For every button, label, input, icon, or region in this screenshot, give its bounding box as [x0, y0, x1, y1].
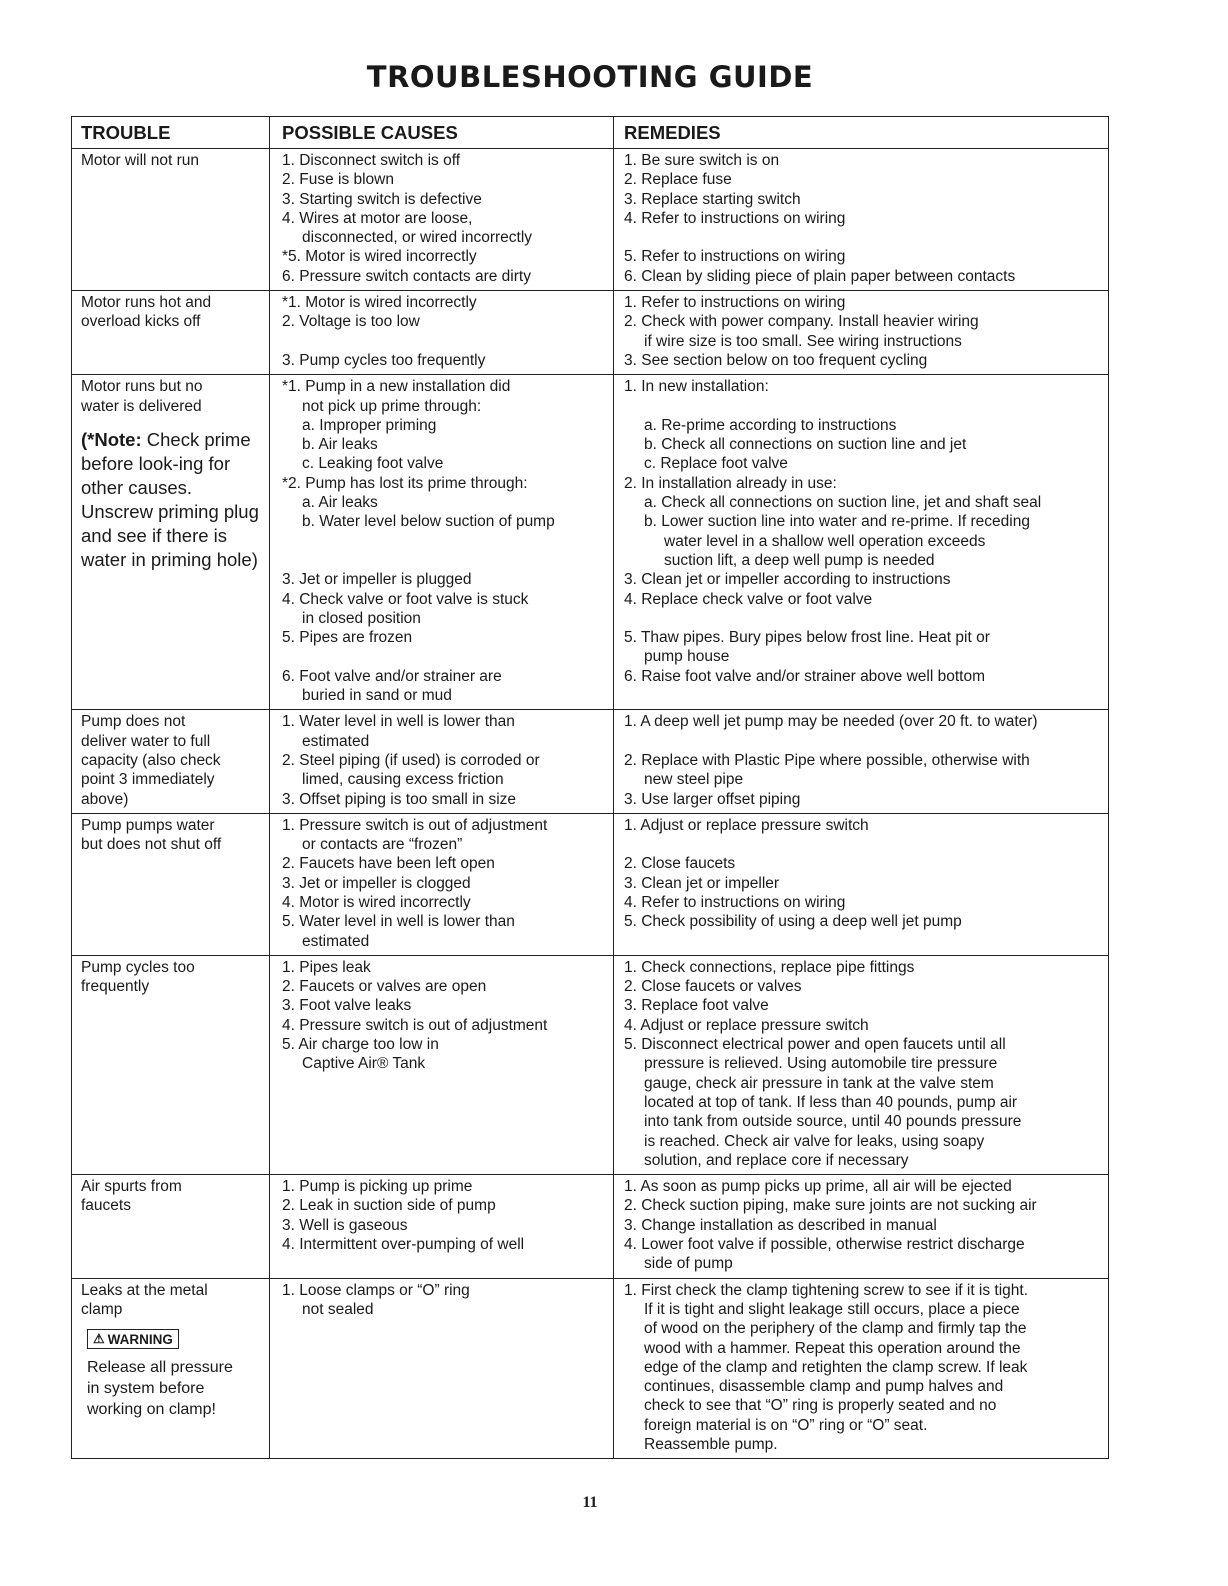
table-row [72, 291, 1108, 375]
remedy-line: 2. Close faucets or valves [624, 978, 802, 996]
remedy-cell [614, 291, 1108, 374]
remedy-line: 1. Refer to instructions on wiring [624, 294, 846, 312]
table-row [72, 956, 1108, 1175]
cause-line: a. Air leaks [302, 494, 378, 512]
remedy-line: 2. Replace fuse [624, 171, 732, 189]
cause-line: *5. Motor is wired incorrectly [282, 248, 477, 266]
cause-line: 6. Pressure switch contacts are dirty [282, 267, 531, 285]
warning-badge [87, 1329, 179, 1349]
trouble-cell [72, 710, 270, 812]
cause-cell [270, 814, 614, 955]
remedy-line: water level in a shallow well operation exceeds [664, 532, 986, 550]
remedy-line: solution, and replace core if necessary [644, 1151, 909, 1169]
remedy-cell [614, 956, 1108, 1174]
warning-text: in system before [87, 1380, 205, 1398]
trouble-text: deliver water to full [81, 732, 211, 750]
remedy-line: 1. Adjust or replace pressure switch [624, 816, 869, 834]
warning-label: WARNING [107, 1331, 173, 1347]
remedy-line: 2. Check with power company. Install heavier wiring [624, 313, 979, 331]
remedy-line: pressure is relieved. Using automobile tire pressure [644, 1055, 998, 1073]
cause-line: disconnected, or wired incorrectly [302, 229, 533, 247]
remedy-line: foreign material is on “O” ring or “O” seat. [644, 1416, 928, 1434]
remedy-line: 5. Disconnect electrical power and open faucets until all [624, 1036, 1006, 1054]
remedy-cell [614, 375, 1108, 709]
header-possible-causes: POSSIBLE CAUSES [270, 117, 614, 148]
cause-line: 6. Foot valve and/or strainer are [282, 667, 502, 685]
remedy-line: 1. Be sure switch is on [624, 152, 780, 169]
trouble-cell [72, 956, 270, 1174]
remedy-line: gauge, check air pressure in tank at the valve stem [644, 1074, 994, 1092]
remedy-line: 6. Clean by sliding piece of plain paper between contacts [624, 267, 1016, 285]
remedy-line: 1. In new installation: [624, 378, 769, 396]
cause-line: *2. Pump has lost its prime through: [282, 474, 528, 492]
remedy-line: 2. In installation already in use: [624, 474, 837, 492]
trouble-text: but does not shut off [81, 836, 222, 854]
cause-cell [270, 291, 614, 374]
table-row [72, 149, 1108, 291]
trouble-text: point 3 immediately [81, 771, 215, 789]
remedy-line [624, 835, 1104, 854]
cause-cell [270, 149, 614, 290]
cause-line: 1. Pipes leak [282, 958, 371, 976]
table-body [72, 149, 1108, 1458]
warning-text: Release all pressure [87, 1359, 233, 1377]
cause-cell [270, 710, 614, 812]
cause-line: 4. Motor is wired incorrectly [282, 893, 471, 911]
cause-line: 2. Fuse is blown [282, 171, 394, 189]
page-title: TROUBLESHOOTING GUIDE [366, 60, 814, 94]
remedy-cell [614, 149, 1108, 290]
cause-line: 1. Pressure switch is out of adjustment [282, 816, 548, 834]
table-row [72, 1279, 1108, 1459]
table-row [72, 710, 1108, 813]
cause-line: c. Leaking foot valve [302, 455, 444, 473]
note-label: (*Note: [81, 428, 142, 450]
remedy-line: edge of the clamp and retighten the clamp screw. If leak [644, 1358, 1028, 1376]
remedy-line [624, 397, 1104, 416]
remedy-line [624, 609, 1104, 628]
remedy-line: of wood on the periphery of the clamp and firmly tap the [644, 1320, 1027, 1338]
remedy-line: 3. Replace starting switch [624, 190, 801, 208]
trouble-text: Motor runs hot and [81, 294, 212, 312]
warning-text: working on clamp! [87, 1401, 216, 1419]
remedy-line: If it is tight and slight leakage still occurs, place a piece [644, 1300, 1020, 1318]
remedy-cell [614, 814, 1108, 955]
cause-line: *1. Pump in a new installation did [282, 378, 511, 396]
cause-line: b. Air leaks [302, 436, 378, 454]
cause-line: not sealed [302, 1300, 374, 1318]
remedy-line: b. Lower suction line into water and re-prime. If receding [644, 513, 1030, 531]
remedy-cell [614, 1279, 1108, 1459]
cause-line: in closed position [302, 609, 421, 627]
remedy-line: check to see that “O” ring is properly seated and no [644, 1397, 997, 1415]
remedy-line: b. Check all connections on suction line and jet [644, 436, 967, 454]
remedy-line: pump house [644, 648, 730, 666]
trouble-text: capacity (also check [81, 751, 221, 769]
header-trouble: TROUBLE [72, 117, 270, 148]
table-header [72, 117, 1108, 149]
remedy-cell [614, 1175, 1108, 1277]
cause-line: not pick up prime through: [302, 397, 482, 415]
cause-line: 1. Loose clamps or “O” ring [282, 1281, 470, 1299]
remedy-line: 1. Check connections, replace pipe fittings [624, 958, 915, 976]
remedy-line: new steel pipe [644, 771, 744, 789]
cause-line: 4. Intermittent over-pumping of well [282, 1236, 525, 1254]
cause-line: buried in sand or mud [302, 687, 452, 705]
trouble-cell [72, 375, 270, 709]
cause-line: a. Improper priming [302, 416, 437, 434]
cause-line: 4. Pressure switch is out of adjustment [282, 1016, 548, 1034]
table-row [72, 375, 1108, 710]
remedy-line: if wire size is too small. See wiring instructions [644, 332, 962, 350]
cause-line: 2. Faucets or valves are open [282, 978, 487, 996]
cause-line: b. Water level below suction of pump [302, 513, 555, 531]
remedy-line: 1. As soon as pump picks up prime, all air will be ejected [624, 1178, 1012, 1196]
remedy-line: 5. Check possibility of using a deep well jet pump [624, 913, 962, 931]
remedy-line: located at top of tank. If less than 40 pounds, pump air [644, 1093, 1018, 1111]
remedy-line: 2. Replace with Plastic Pipe where possible, otherwise with [624, 751, 1030, 769]
cause-line: 3. Starting switch is defective [282, 190, 482, 208]
cause-line [282, 532, 609, 551]
remedy-line: 3. Use larger offset piping [624, 790, 801, 808]
remedy-line: side of pump [644, 1255, 733, 1273]
cause-line: 2. Voltage is too low [282, 313, 420, 331]
remedy-line: 1. First check the clamp tightening screw to see if it is tight. [624, 1281, 1029, 1299]
remedy-line: is reached. Check air valve for leaks, using soapy [644, 1132, 985, 1150]
cause-line: 1. Disconnect switch is off [282, 152, 461, 169]
remedy-line: 3. See section below on too frequent cycling [624, 351, 928, 369]
remedy-line: 3. Clean jet or impeller according to instructions [624, 571, 951, 589]
cause-line: 5. Air charge too low in [282, 1036, 439, 1054]
note-text: Check prime before look-ing for other causes. Unscrew priming plug and see if there is water in priming hole) [81, 428, 259, 570]
trouble-text: Pump cycles too [81, 958, 195, 976]
trouble-text: above) [81, 790, 129, 808]
cause-line [282, 332, 609, 351]
remedy-line [624, 228, 1104, 247]
cause-line: 3. Jet or impeller is plugged [282, 571, 472, 589]
remedy-line: Reassemble pump. [644, 1436, 778, 1453]
cause-line: 4. Wires at motor are loose, [282, 209, 473, 227]
remedy-line: 4. Adjust or replace pressure switch [624, 1016, 869, 1034]
remedy-line: c. Replace foot valve [644, 455, 788, 473]
cause-line: 3. Pump cycles too frequently [282, 351, 486, 369]
remedy-line: into tank from outside source, until 40 pounds pressure [644, 1113, 1022, 1131]
cause-line: 1. Water level in well is lower than [282, 713, 515, 731]
remedy-line: 1. A deep well jet pump may be needed (over 20 ft. to water) [624, 713, 1038, 731]
remedy-line: a. Re-prime according to instructions [644, 416, 897, 434]
remedy-line: 4. Replace check valve or foot valve [624, 590, 873, 608]
cause-line: or contacts are “frozen” [302, 836, 463, 854]
remedy-line: 6. Raise foot valve and/or strainer above well bottom [624, 667, 985, 685]
trouble-cell [72, 291, 270, 374]
trouble-cell [72, 149, 270, 290]
trouble-cell [72, 1175, 270, 1277]
cause-cell [270, 1175, 614, 1277]
trouble-text: Air spurts from [81, 1178, 182, 1196]
cause-line: 2. Faucets have been left open [282, 855, 495, 873]
remedy-line: 2. Check suction piping, make sure joints are not sucking air [624, 1197, 1037, 1215]
cause-line: Captive Air® Tank [302, 1055, 426, 1073]
cause-cell [270, 1279, 614, 1459]
warning-triangle-icon: ⚠ [93, 1331, 105, 1347]
trouble-text: Pump does not [81, 713, 186, 731]
page-number: 11 [582, 1494, 598, 1511]
cause-line [282, 647, 609, 666]
trouble-text: frequently [81, 978, 150, 996]
prime-note [81, 428, 265, 572]
cause-line: 1. Pump is picking up prime [282, 1178, 473, 1196]
remedy-cell [614, 710, 1108, 812]
remedy-line: wood with a hammer. Repeat this operation around the [644, 1339, 1021, 1357]
cause-line: limed, causing excess friction [302, 771, 504, 789]
cause-line: estimated [302, 732, 370, 750]
remedy-line: 3. Replace foot valve [624, 997, 769, 1015]
trouble-text: water is delivered [81, 397, 202, 415]
trouble-text: Motor runs but no [81, 378, 203, 396]
cause-cell [270, 956, 614, 1174]
cause-line: 5. Pipes are frozen [282, 629, 413, 647]
remedy-line: 3. Clean jet or impeller [624, 874, 780, 892]
remedy-line: 4. Lower foot valve if possible, otherwise restrict discharge [624, 1236, 1025, 1254]
cause-line [282, 551, 609, 570]
trouble-text: Leaks at the metal [81, 1281, 208, 1299]
remedy-line: 5. Thaw pipes. Bury pipes below frost line. Heat pit or [624, 629, 990, 647]
table-row [72, 814, 1108, 956]
remedy-line: 4. Refer to instructions on wiring [624, 893, 846, 911]
header-remedies: REMEDIES [624, 122, 721, 143]
table-row [72, 1175, 1108, 1278]
cause-line: 5. Water level in well is lower than [282, 913, 515, 931]
trouble-cell [72, 1279, 270, 1459]
remedy-line: continues, disassemble clamp and pump halves and [644, 1378, 1004, 1396]
remedy-line: suction lift, a deep well pump is needed [664, 551, 935, 569]
trouble-text: faucets [81, 1197, 131, 1215]
trouble-text: clamp [81, 1300, 123, 1318]
cause-line: 3. Well is gaseous [282, 1216, 408, 1234]
remedy-line: a. Check all connections on suction line, jet and shaft seal [644, 494, 1042, 512]
cause-line: *1. Motor is wired incorrectly [282, 294, 477, 312]
remedy-line: 5. Refer to instructions on wiring [624, 248, 846, 266]
trouble-text: Motor will not run [81, 152, 200, 169]
remedy-line: 3. Change installation as described in manual [624, 1216, 937, 1234]
cause-line: 3. Foot valve leaks [282, 997, 412, 1015]
cause-cell [270, 375, 614, 709]
remedy-line: 4. Refer to instructions on wiring [624, 209, 846, 227]
cause-line: estimated [302, 932, 370, 950]
cause-line: 4. Check valve or foot valve is stuck [282, 590, 529, 608]
cause-line: 3. Jet or impeller is clogged [282, 874, 471, 892]
cause-line: 2. Steel piping (if used) is corroded or [282, 751, 540, 769]
remedy-line [624, 732, 1104, 751]
trouble-text: Pump pumps water [81, 816, 215, 834]
troubleshooting-table [71, 116, 1109, 1459]
trouble-text: overload kicks off [81, 313, 201, 331]
cause-line: 3. Offset piping is too small in size [282, 790, 517, 808]
remedy-line: 2. Close faucets [624, 855, 736, 873]
cause-line: 2. Leak in suction side of pump [282, 1197, 496, 1215]
trouble-cell [72, 814, 270, 955]
